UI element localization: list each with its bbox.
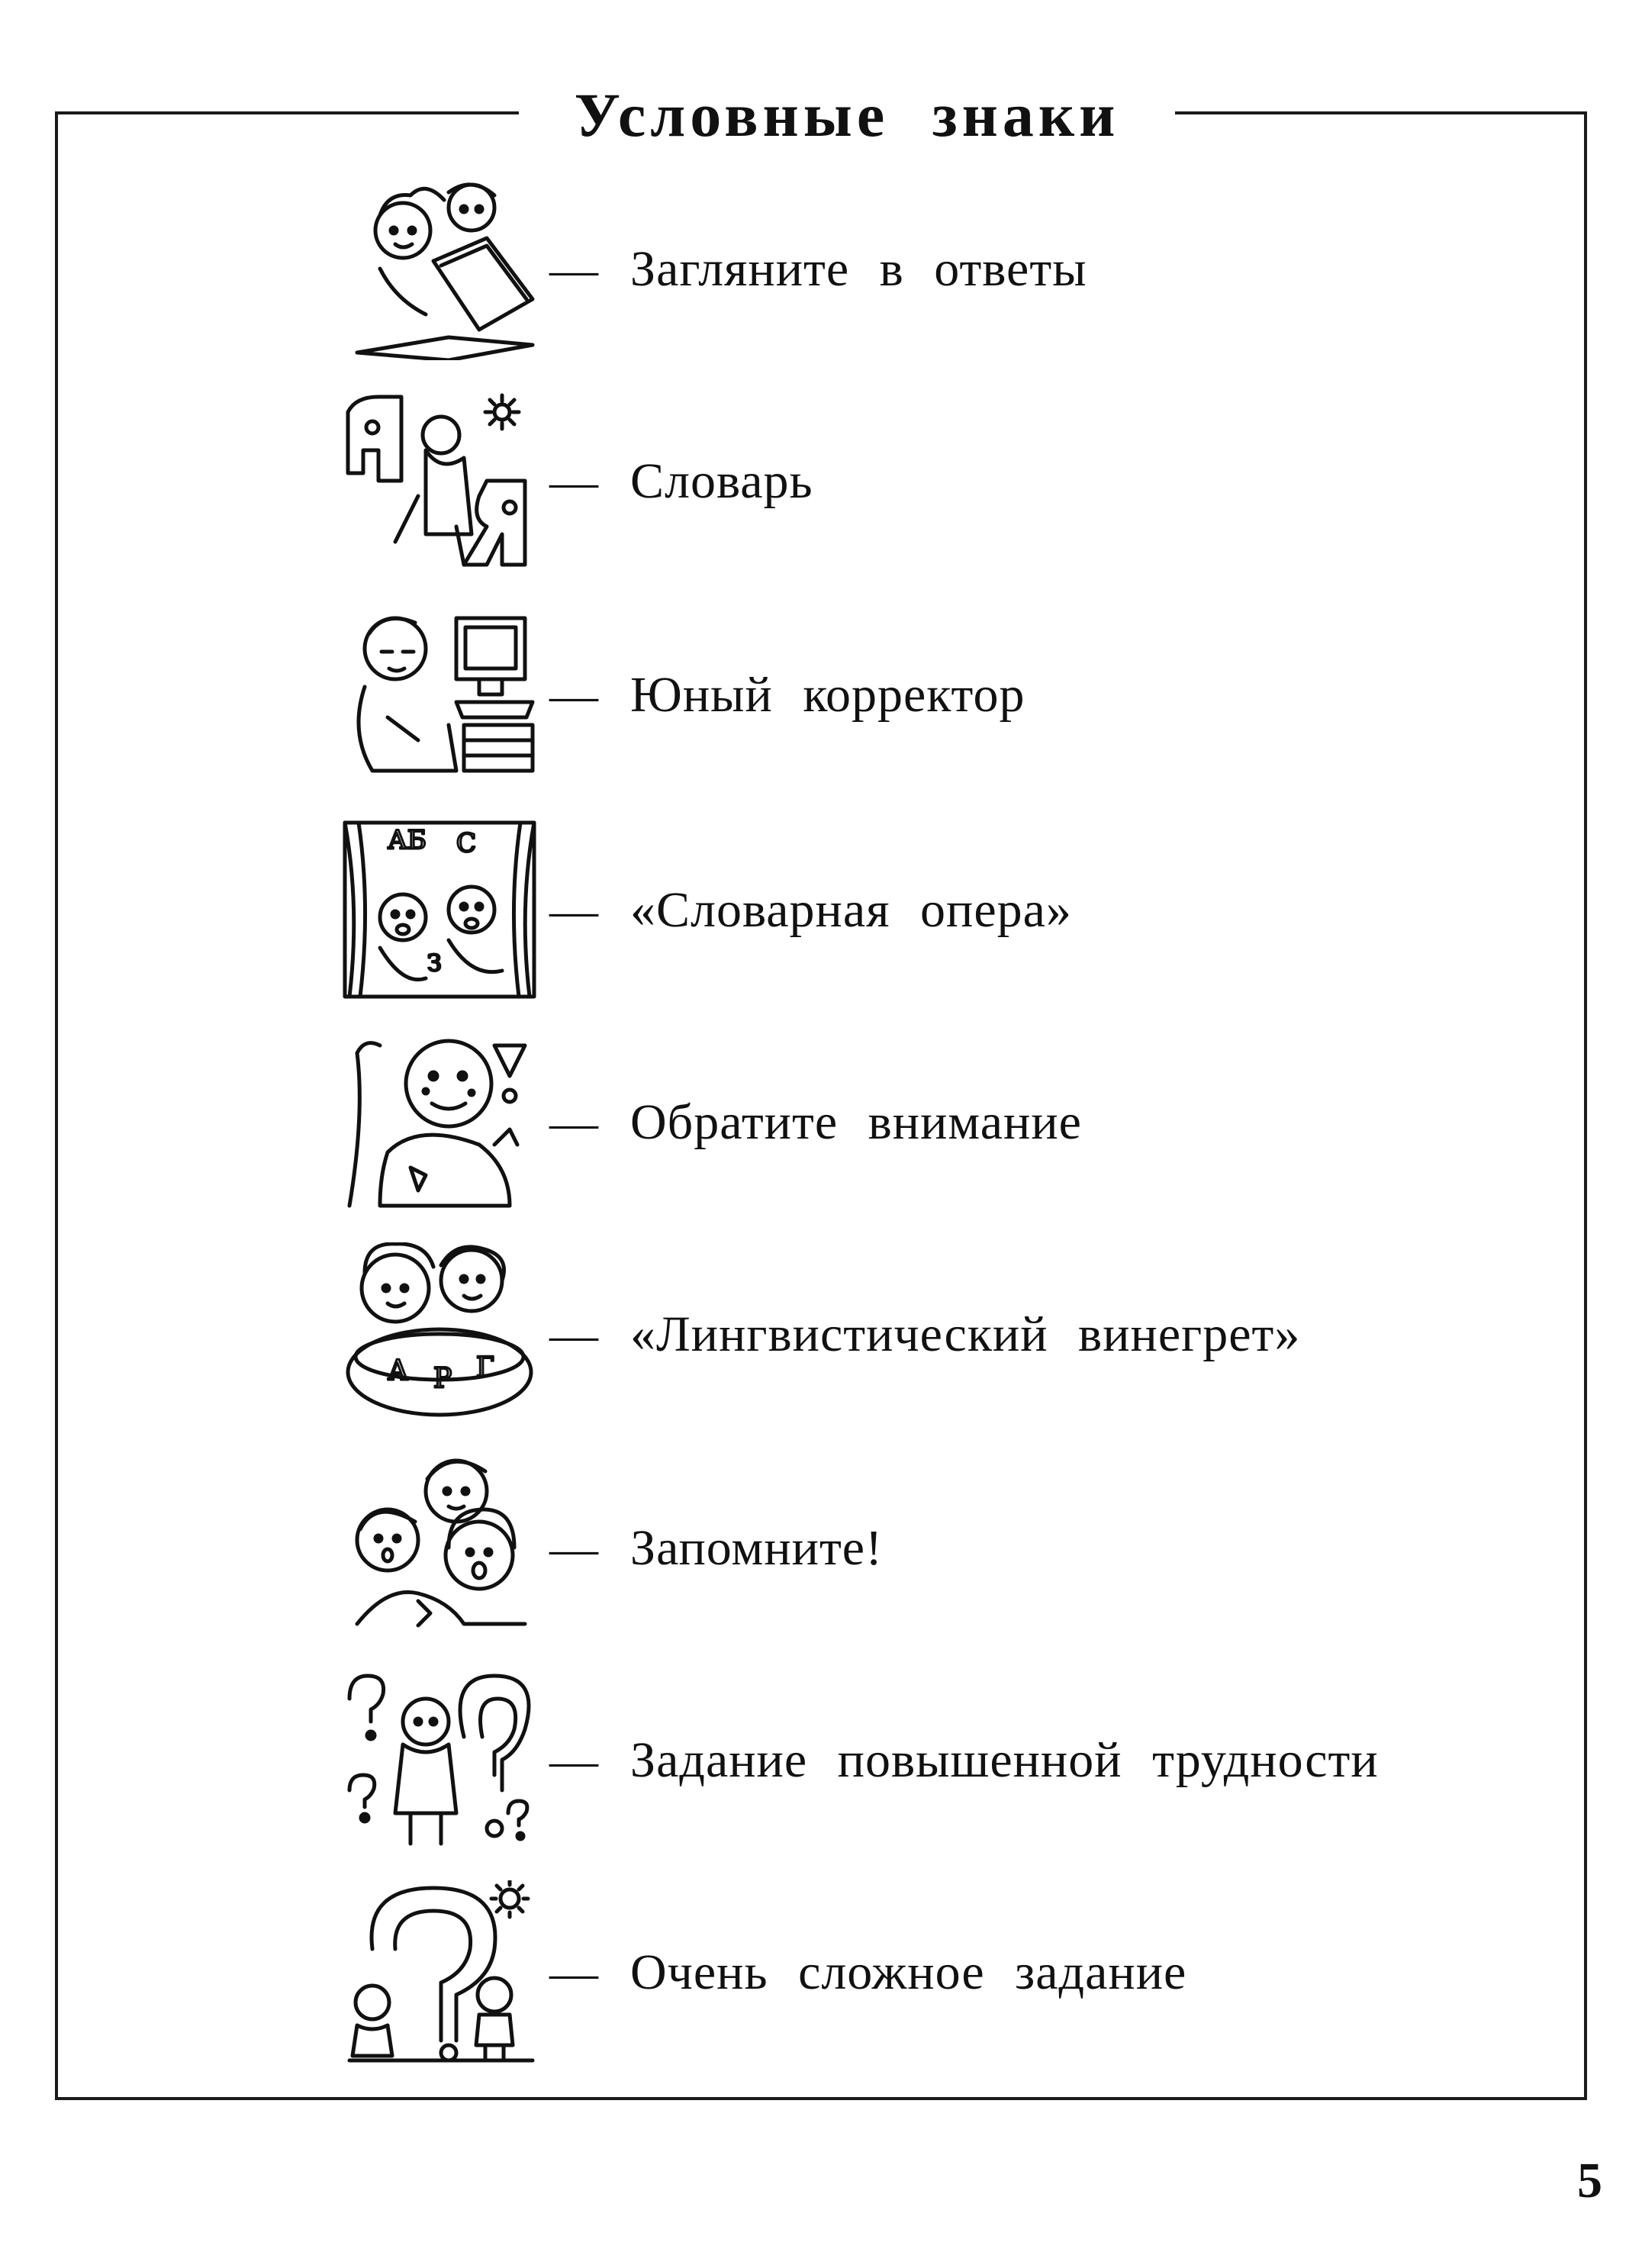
svg-text:С: С [456,828,477,859]
legend-dash: — [549,1733,598,1787]
legend-dash: — [549,883,598,937]
legend-item-corrector [342,603,1563,786]
legend-dash: — [549,454,598,508]
legend-dash: — [549,1095,598,1149]
legend-item-remember [342,1456,1563,1639]
legend-label: Словарь [630,453,813,509]
big-question-icon [342,1880,537,2063]
svg-text:АБ: АБ [388,825,427,855]
question-marks-icon [342,1668,537,1851]
legend-dash: — [549,1945,598,1999]
page-number: 5 [1577,2153,1602,2208]
legend-label: Загляните в ответы [630,241,1087,297]
legend-label: «Лингвистический винегрет» [630,1306,1301,1362]
legend-item-very-hard [342,1880,1563,2063]
svg-text:А: А [388,1355,409,1387]
legend-item-opera [342,818,1563,1001]
legend-label: Запомните! [630,1520,884,1576]
legend-dash: — [549,668,598,722]
legend-item-answers [342,177,1563,360]
legend-dash: — [549,1307,598,1361]
legend-item-dictionary [342,389,1563,572]
attention-icon [342,1030,537,1213]
svg-text:Г: Г [476,1352,494,1384]
opera-stage-icon [342,818,537,1001]
legend-dash: — [549,1521,598,1575]
book-icon [342,177,537,360]
legend-item-advanced [342,1668,1563,1851]
legend-label: Обратите внимание [630,1094,1082,1150]
legend-dash: — [549,242,598,296]
legend-item-vinaigrette [342,1242,1563,1426]
svg-text:З: З [427,950,442,977]
remember-icon [342,1456,537,1639]
legend-label: Очень сложное задание [630,1944,1187,2000]
svg-text:Р: Р [433,1363,452,1394]
legend-item-attention [342,1030,1563,1213]
legend-label: Задание повышенной трудности [630,1732,1379,1788]
computer-icon [342,603,537,786]
vinaigrette-icon [342,1242,537,1426]
legend-label: «Словарная опера» [630,882,1072,938]
page-title: Условные знаки [519,73,1175,157]
legend-label: Юный корректор [630,667,1025,723]
dictionary-letters-icon [342,389,537,572]
